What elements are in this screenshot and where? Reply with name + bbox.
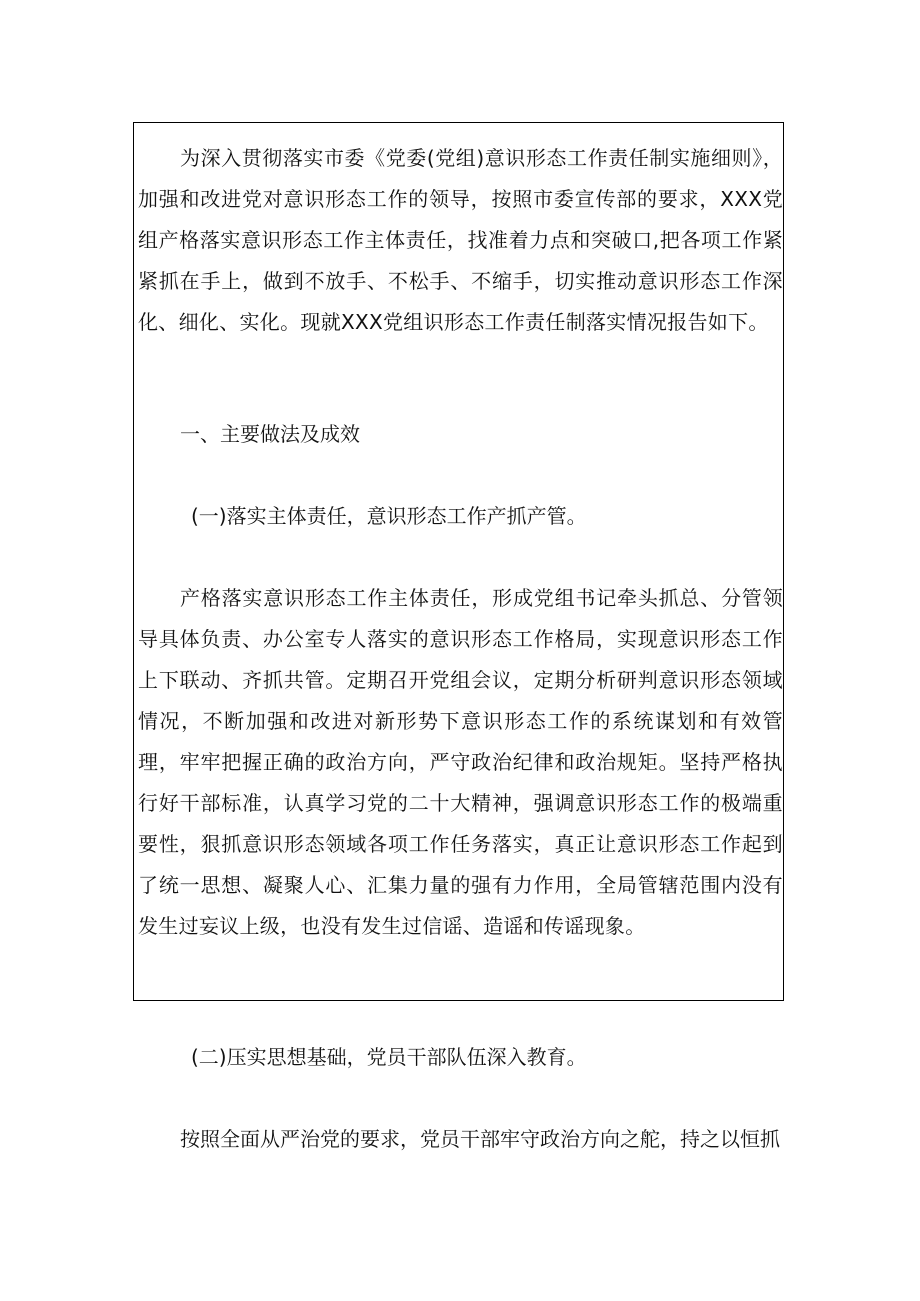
body-paragraph-2-start: 按照全面从严治党的要求，党员干部牢守政治方向之舵，持之以恒抓 [180,1127,780,1151]
body-paragraph: 产格落实意识形态工作主体责任，形成党组书记牵头抓总、分管领导具体负责、办公室专人落实的意识形态工作格局，实现意识形态工作上下联动、齐抓共管。定期召开党组会议，定期分析研判意识形态领域情况，不断加强和改进对新形势下意识形态工作的系统谋划和有效管理，牢牢把握正确的政治方向，严守政治纪律和政治规矩。坚持严格执行好干部标准，认真学习党的二十大精神，强调意识形态工作的极端重要性，狠抓意识形态领域各项工作任务落实，真正让意识形态工作起到了统一思想、凝聚人心、汇集力量的强有力作用，全局管辖范围内没有发生过妄议上级，也没有发生过信谣、造谣和传谣现象。 [138,586,783,938]
intro-paragraph: 为深入贯彻落实市委《党委(党组)意识形态工作责任制实施细则》，加强和改进党对意识形态工作的领导，按照市委宣传部的要求，XXX党组产格落实意识形态工作主体责任，找准着力点和突破口,把各项工作紧紧抓在手上，做到不放手、不松手、不缩手，切实推动意识形态工作深化、细化、实化。现就XXX党组识形态工作责任制落实情况报告如下。 [138,146,783,334]
section-heading: 一、主要做法及成效 [180,422,360,446]
subsection-heading: (一)落实主体责任，意识形态工作产抓产管。 [191,504,587,528]
subsection-heading-2: (二)压实思想基础，党员干部队伍深入教育。 [191,1045,587,1069]
